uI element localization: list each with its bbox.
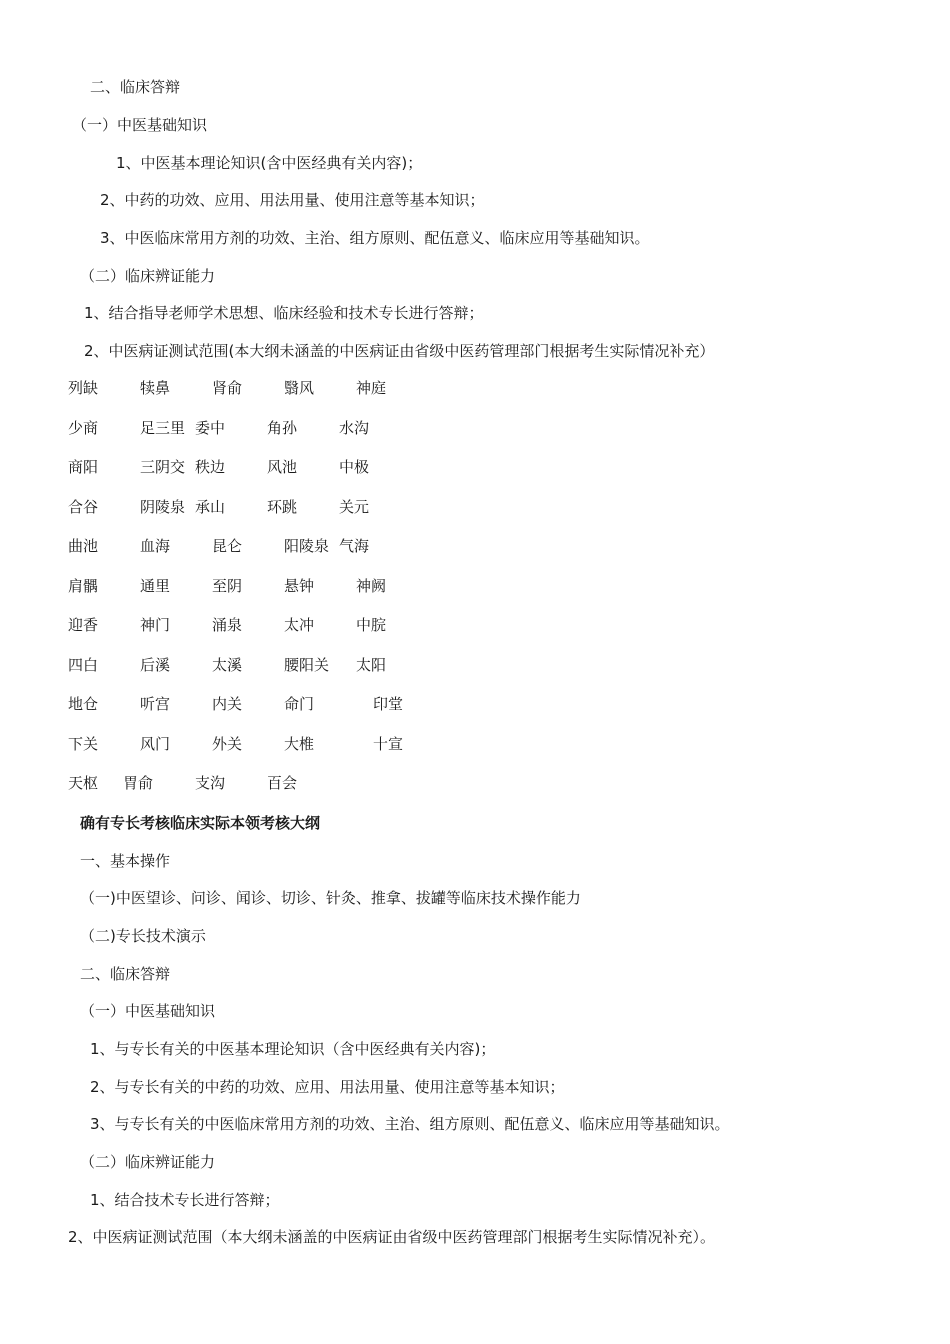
section1-item1-3: 3、中医临床常用方剂的功效、主治、组方原则、配伍意义、临床应用等基础知识。 xyxy=(100,229,650,247)
section1-item1-1: 1、中医基本理论知识(含中医经典有关内容)； xyxy=(116,154,423,172)
acupoint-cell: 中脘 xyxy=(356,616,387,634)
acupoint-cell: 天枢 xyxy=(68,774,99,792)
acupoint-cell: 列缺 xyxy=(68,379,99,397)
acupoint-cell: 十宣 xyxy=(373,735,404,753)
section1-heading: 二、临床答辩 xyxy=(90,78,181,96)
acupoint-cell: 神门 xyxy=(140,616,171,634)
acupoint-cell: 关元 xyxy=(339,498,370,516)
acupoint-cell: 阳陵泉 xyxy=(284,537,330,555)
acupoint-cell: 后溪 xyxy=(140,656,171,674)
acupoint-cell: 百会 xyxy=(267,774,298,792)
acupoint-cell: 大椎 xyxy=(284,735,315,753)
acupoint-cell: 中极 xyxy=(339,458,370,476)
acupoint-cell: 水沟 xyxy=(339,419,370,437)
acupoint-cell: 神阙 xyxy=(356,577,387,595)
section2-item2-1: 1、结合技术专长进行答辩； xyxy=(90,1191,280,1209)
acupoint-cell: 商阳 xyxy=(68,458,99,476)
acupoint-cell: 地仓 xyxy=(68,695,99,713)
acupoint-cell: 昆仑 xyxy=(212,537,243,555)
acupoint-cell: 腰阳关 xyxy=(284,656,330,674)
acupoint-cell: 气海 xyxy=(339,537,370,555)
acupoint-cell: 内关 xyxy=(212,695,243,713)
acupoint-cell: 下关 xyxy=(68,735,99,753)
acupoint-cell: 悬钟 xyxy=(284,577,315,595)
acupoint-cell: 肩髃 xyxy=(68,577,99,595)
acupoint-cell: 三阴交 xyxy=(140,458,186,476)
acupoint-cell: 合谷 xyxy=(68,498,99,516)
acupoint-cell: 至阴 xyxy=(212,577,243,595)
section2-item1-1: 1、与专长有关的中医基本理论知识（含中医经典有关内容)； xyxy=(90,1040,496,1058)
section2-sub2: （二）临床辨证能力 xyxy=(80,1153,216,1171)
acupoint-cell: 风门 xyxy=(140,735,171,753)
acupoint-cell: 涌泉 xyxy=(212,616,243,634)
acupoint-cell: 秩边 xyxy=(195,458,226,476)
acupoint-cell: 肾俞 xyxy=(212,379,243,397)
acupoint-cell: 曲池 xyxy=(68,537,99,555)
acupoint-cell: 支沟 xyxy=(195,774,226,792)
section2-h1-item1: （一)中医望诊、问诊、闻诊、切诊、针灸、推拿、拔罐等临床技术操作能力 xyxy=(80,889,581,907)
acupoint-cell: 少商 xyxy=(68,419,99,437)
acupoint-cell: 印堂 xyxy=(373,695,404,713)
acupoint-cell: 太阳 xyxy=(356,656,387,674)
acupoint-cell: 承山 xyxy=(195,498,226,516)
acupoint-cell: 命门 xyxy=(284,695,315,713)
section2-item2-2: 2、中医病证测试范围（本大纲未涵盖的中医病证由省级中医药管理部门根据考生实际情况补充）。 xyxy=(68,1228,716,1246)
acupoint-cell: 通里 xyxy=(140,577,171,595)
acupoint-cell: 胃俞 xyxy=(123,774,154,792)
section1-item2-2: 2、中医病证测试范围(本大纲未涵盖的中医病证由省级中医药管理部门根据考生实际情况补充） xyxy=(84,342,715,360)
section2-item1-2: 2、与专长有关的中药的功效、应用、用法用量、使用注意等基本知识； xyxy=(90,1078,565,1096)
section2-item1-3: 3、与专长有关的中医临床常用方剂的功效、主治、组方原则、配伍意义、临床应用等基础知识。 xyxy=(90,1115,730,1133)
section1-item2-1: 1、结合指导老师学术思想、临床经验和技术专长进行答辩； xyxy=(84,304,484,322)
acupoint-cell: 听宫 xyxy=(140,695,171,713)
acupoint-cell: 犊鼻 xyxy=(140,379,171,397)
section1-item1-2: 2、中药的功效、应用、用法用量、使用注意等基本知识； xyxy=(100,191,485,209)
section2-sub1: （一）中医基础知识 xyxy=(80,1002,216,1020)
acupoint-cell: 委中 xyxy=(195,419,226,437)
acupoint-cell: 四白 xyxy=(68,656,99,674)
section2-h1-item2: （二)专长技术演示 xyxy=(80,927,206,945)
section1-sub1: （一）中医基础知识 xyxy=(72,116,208,134)
acupoint-cell: 足三里 xyxy=(140,419,186,437)
acupoint-cell: 风池 xyxy=(267,458,298,476)
acupoint-cell: 阴陵泉 xyxy=(140,498,186,516)
acupoint-cell: 角孙 xyxy=(267,419,298,437)
section2-title: 确有专长考核临床实际本领考核大纲 xyxy=(80,814,321,832)
acupoint-cell: 太溪 xyxy=(212,656,243,674)
acupoint-cell: 翳风 xyxy=(284,379,315,397)
acupoint-cell: 外关 xyxy=(212,735,243,753)
acupoint-cell: 神庭 xyxy=(356,379,387,397)
section2-h1: 一、基本操作 xyxy=(80,852,171,870)
acupoint-cell: 迎香 xyxy=(68,616,99,634)
acupoint-cell: 环跳 xyxy=(267,498,298,516)
acupoint-cell: 太冲 xyxy=(284,616,315,634)
section2-h2: 二、临床答辩 xyxy=(80,965,171,983)
section1-sub2: （二）临床辨证能力 xyxy=(80,267,216,285)
acupoint-cell: 血海 xyxy=(140,537,171,555)
